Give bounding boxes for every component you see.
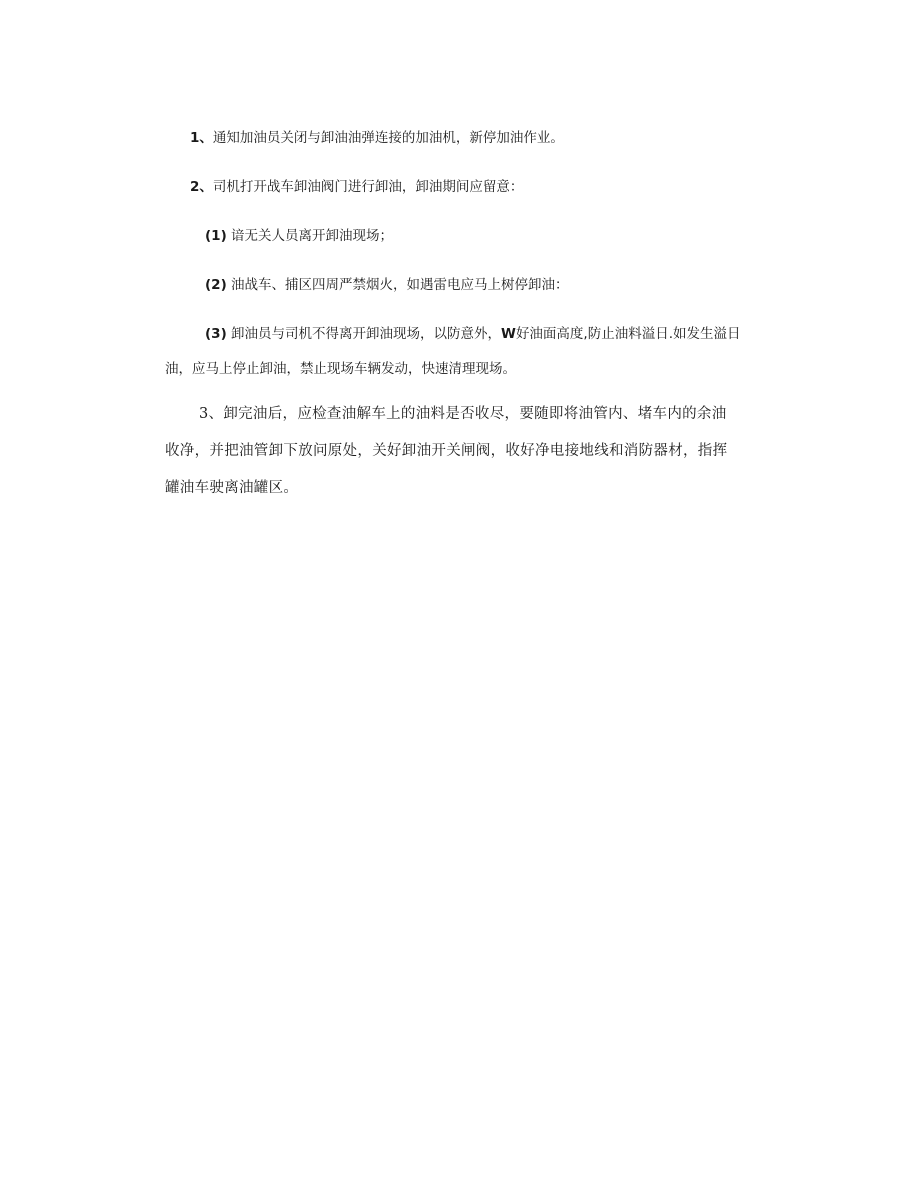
step-2-text: 司机打开战车卸油阀门进行卸油，卸油期间应留意：: [212, 179, 524, 195]
step-1-number: 1、: [190, 130, 213, 146]
substep-3-bold-mark: W: [501, 326, 516, 342]
substep-1: [205, 226, 393, 246]
final-paragraph-text-1: 3、卸完油后，应检查油解车上的油料是否收尽，要随即将油管内、堵车内的余油: [199, 406, 727, 422]
final-paragraph-text-3: 罐油车驶离油罐区。: [165, 480, 299, 496]
substep-2-text: 油战车、捕区四周严禁烟火，如遇雷电应马上树停卸油：: [226, 277, 569, 293]
step-2-number: 2、: [190, 179, 213, 195]
substep-3-number: (3): [205, 326, 227, 342]
final-paragraph-line-3: [165, 478, 298, 498]
step-1-text: 通知加油员关闭与卸油油弹连接的加油机，新停加油作业。: [212, 130, 564, 146]
substep-3-text-start: 卸油员与司机不得离开卸油现场，以防意外，: [226, 326, 502, 342]
substep-2: [205, 275, 569, 295]
final-paragraph-line-2: [165, 441, 727, 461]
final-paragraph-text-2: 收净，并把油管卸下放问原处，关好卸油开关闸阀，收好净电接地线和消防器材，指挥: [165, 443, 728, 459]
substep-3-line-1: [205, 324, 741, 344]
substep-2-number: (2): [205, 277, 227, 293]
substep-3-text-end: 好油面高度,防止油料溢日.如发生溢日: [515, 326, 741, 342]
substep-3-text-continued: 油，应马上停止卸油，禁止现场车辆发动，快速清理现场。: [165, 361, 516, 377]
final-paragraph-line-1: [199, 404, 727, 424]
step-1: [190, 128, 564, 148]
substep-1-text: 谙无关人员离开卸油现场；: [226, 228, 394, 244]
substep-1-number: (1): [205, 228, 227, 244]
substep-3-line-2: [165, 359, 516, 379]
step-2: [190, 177, 523, 197]
